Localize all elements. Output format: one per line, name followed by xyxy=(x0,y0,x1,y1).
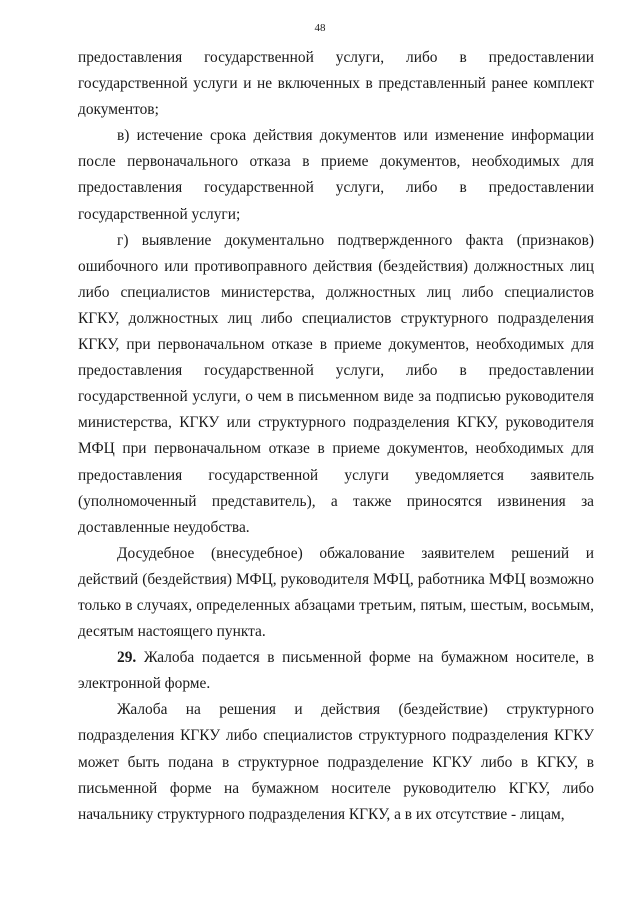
paragraph-pretrial-appeal: Досудебное (внесудебное) обжалование заявителем решений и действий (бездействия) МФЦ, руководителя МФЦ, работника МФЦ возможно только в случаях, определенных абзацами третьим, пятым, шестым, восьмым, десятым настоящего пункта. xyxy=(78,544,594,641)
paragraph-item-v: в) истечение срока действия документов или изменение информации после первоначального отказа в приеме документов, необходимых для предоставления государственной услуги, либо в предоставлении государственной услуги; xyxy=(78,127,594,223)
paragraph-complaint-submission: Жалоба на решения и действия (бездействие) структурного подразделения КГКУ либо специалистов структурного подразделения КГКУ может быть подана в структурное подразделение КГКУ либо в КГКУ, в письменной форме на бумажном носителе руководителю КГКУ, либо начальнику структурного подразделения КГКУ, а в их отсутствие - лицам, xyxy=(78,701,594,823)
clause-text: Жалоба подается в письменной форме на бумажном носителе, в электронной форме. xyxy=(78,649,594,693)
clause-number: 29. xyxy=(117,649,137,667)
document-body xyxy=(78,45,594,828)
paragraph-item-g: г) выявление документально подтвержденного факта (признаков) ошибочного или противоправного действия (бездействия) должностных лиц либо специалистов министерства, должностных лиц либо специалистов КГКУ, должностных лиц либо специалистов структурного подразделения КГКУ, при первоначальном отказе в приеме документов, необходимых для предоставления государственной услуги, либо в предоставлении государственной услуги, о чем в письменном виде за подписью руководителя министерства, КГКУ или структурного подразделения КГКУ, руководителя МФЦ при первоначальном отказе в приеме документов, необходимых для предоставления государственной услуги уведомляется заявитель (уполномоченный представитель), а также приносятся извинения за доставленные неудобства. xyxy=(78,231,594,536)
paragraph-clause-29 xyxy=(78,645,594,697)
page-number: 48 xyxy=(314,22,326,34)
paragraph-continuation: предоставления государственной услуги, либо в предоставлении государственной услуги и не включенных в представленный ранее комплект документов; xyxy=(78,49,594,119)
